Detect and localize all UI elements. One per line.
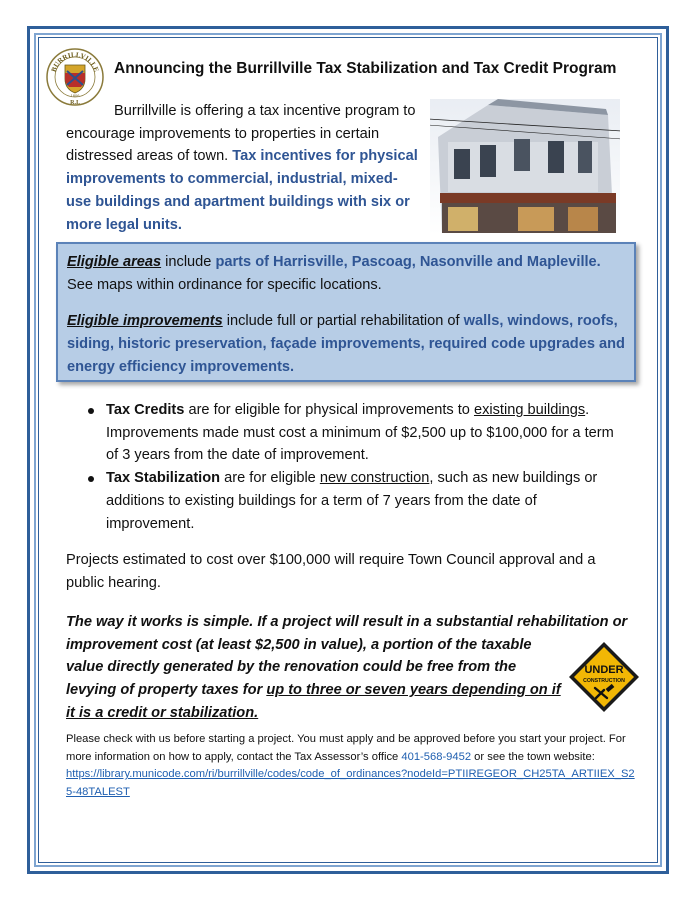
assessor-phone-link[interactable]: 401-568-9452 xyxy=(401,750,472,763)
contact-text: Please check with us before starting a project. You must apply and be approved before you start your project. For more information on how to apply, contact the Tax Assessor’s office xyxy=(66,733,626,763)
sign-text-under: UNDER xyxy=(584,664,624,676)
seal-top-text: BURRILLVILLE xyxy=(49,50,101,74)
bullet-icon xyxy=(88,476,94,482)
page-title: Announcing the Burrillville Tax Stabilization and Tax Credit Program xyxy=(114,60,617,77)
intro-highlight: Tax incentives for physical improvements to commercial, industrial, mixed-use buildings and apartment buildings with six or more legal units. xyxy=(66,148,418,233)
bullet-underlined: existing buildings xyxy=(473,402,586,418)
program-bullet-list xyxy=(66,399,626,535)
eligible-improvements-text: include full or partial rehabilitation of xyxy=(222,313,464,330)
bullet-underlined: new construction xyxy=(319,470,430,487)
town-seal-logo xyxy=(46,47,104,107)
intro-paragraph xyxy=(66,100,418,236)
bullet-text: are for eligible for physical improvements to xyxy=(184,402,474,418)
under-construction-sign-icon xyxy=(566,639,642,715)
eligible-areas-label: Eligible areas xyxy=(67,254,162,270)
eligible-improvements-highlight: walls, windows, roofs, siding, historic preservation, façade improvements, required code upgrades and energy efficiency improvements. xyxy=(67,313,625,375)
list-item xyxy=(66,399,626,467)
eligible-areas-paragraph xyxy=(67,251,625,296)
sign-text-construction: CONSTRUCTION xyxy=(583,678,625,684)
bullet-text: are for eligible xyxy=(220,470,320,487)
seal-bottom-text: R.I. xyxy=(70,100,80,106)
how-line-1: The way it works is simple. If a project will result in a substantial rehabilitation or xyxy=(66,614,628,630)
ordinance-url-link[interactable]: https://library.municode.com/ri/burrillville/codes/code_of_ordinances?nodeId=PTIIREGEOR_CH25TA_ARTIIEX_S25-48TALEST xyxy=(66,768,635,798)
bullet-title: Tax Stabilization xyxy=(106,470,221,487)
bullet-title: Tax Credits xyxy=(106,402,185,418)
bullet-text-tail: , such as new buildings or additions to existing buildings for a term of 7 years from the date of improvement. xyxy=(106,470,598,532)
eligible-improvements-paragraph xyxy=(67,310,625,378)
bullet-icon xyxy=(88,408,94,414)
eligible-areas-highlight: parts of Harrisville, Pascoag, Nasonville and Mapleville. xyxy=(215,254,601,270)
contact-paragraph xyxy=(66,731,636,801)
contact-text-after: or see the town website: xyxy=(471,750,595,763)
how-line-4-text: levying of property taxes for xyxy=(66,682,267,699)
how-line-2: improvement cost (at least $2,500 in value), a portion of the taxable xyxy=(66,636,532,653)
eligible-areas-tail: See maps within ordinance for specific locations. xyxy=(67,276,382,293)
eligible-areas-text: include xyxy=(161,254,216,270)
how-line-4-underlined: up to three or seven years depending on if xyxy=(266,682,561,699)
eligibility-callout-box xyxy=(56,242,636,382)
list-item xyxy=(66,467,626,535)
how-it-works-paragraph xyxy=(66,611,626,725)
council-approval-paragraph: Projects estimated to cost over $100,000 will require Town Council approval and a public hearing. xyxy=(66,552,596,591)
how-line-5: it is a credit or stabilization. xyxy=(66,704,259,721)
how-line-3: value directly generated by the renovation could be free from the xyxy=(66,659,517,676)
intro-text: Burrillville is offering a tax incentive program to encourage improvements to properties in certain distressed areas of town. xyxy=(66,103,416,165)
bullet-text-tail: . Improvements made must cost a minimum of $2,500 up to $100,000 for a term of 3 years from the date of improvement. xyxy=(106,402,614,464)
how-line-4 xyxy=(66,679,626,702)
eligible-improvements-label: Eligible improvements xyxy=(67,313,223,330)
historic-building-photo xyxy=(428,97,622,235)
seal-year: 1806 xyxy=(70,93,80,98)
